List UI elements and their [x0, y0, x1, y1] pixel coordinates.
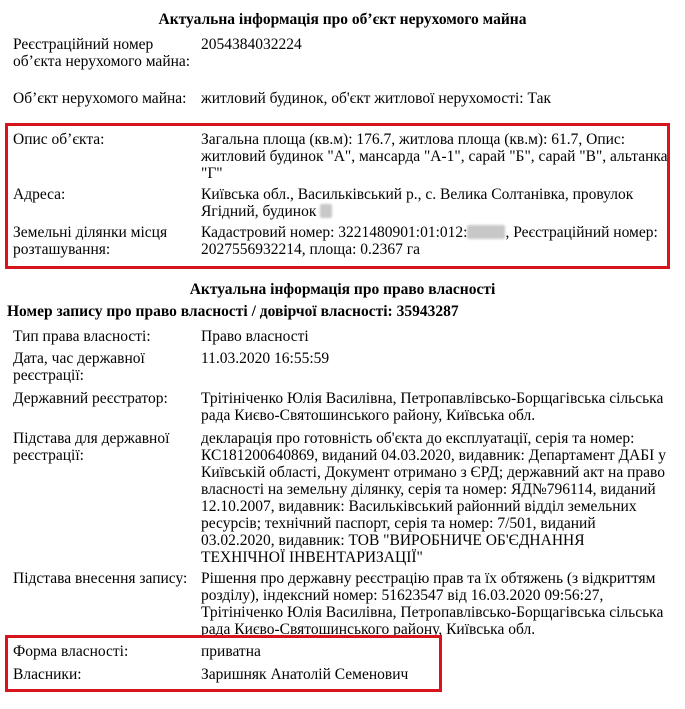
registration-date-value: 11.03.2020 16:55:59: [201, 350, 330, 367]
highlight-frame-object: [5, 123, 670, 269]
registration-date-label: Дата, час державної реєстрації:: [13, 350, 145, 384]
object-value: житловий будинок, об'єкт житлової нерухомості: Так: [201, 90, 551, 107]
ownership-type-value: Право власності: [201, 328, 309, 345]
owners-label: Власники:: [13, 666, 82, 683]
description-value: Загальна площа (кв.м): 176.7, житлова площа (кв.м): 61.7, Опис: житловий будинок "А", мансарда "А-1", сарай "Б", сарай "В", альтанка "Г": [201, 131, 668, 182]
land-label: Земельні ділянки місця розташування:: [13, 224, 168, 258]
owners-value: Заришняк Анатолій Семенович: [201, 666, 409, 683]
ownership-form-value: приватна: [201, 643, 261, 660]
ownership-section-title: Актуальна інформація про право власності: [189, 281, 496, 298]
ownership-type-label: Тип права власності:: [13, 328, 151, 345]
entry-basis-label: Підстава внесення запису:: [13, 570, 188, 587]
description-label: Опис об’єкта:: [13, 131, 105, 148]
address-label: Адреса:: [13, 186, 66, 203]
land-text-prefix: Кадастровий номер: 3221480901:01:012:: [201, 224, 468, 241]
registrar-label: Державний реєстратор:: [13, 390, 168, 407]
reg-number-label: Реєстраційний номер об’єкта нерухомого майна:: [13, 36, 191, 70]
record-number-title: Номер запису про право власності / довірчої власності: 35943287: [7, 303, 459, 320]
address-text: Київська обл., Васильківський р., с. Велика Солтанівка, провулок Ягідний, будинок: [201, 186, 634, 220]
ownership-form-label: Форма власності:: [13, 643, 129, 660]
reg-number-value: 2054384032224: [201, 36, 302, 53]
basis-value: декларація про готовність об'єкта до експлуатації, серія та номер: КС181200640869, виданий 04.03.2020, видавник: Департамент ДАБІ у Київській області, Документ отримано з ЄРД; державний акт на право власності на земельну ділянку, серія та номер: ЯД№796114, виданий 12.10.2007, видавник: Васильківський районний відділ земельних ресурсів; технічний паспорт, серія та номер: 7/501, виданий 03.02.2020, видавник: ТОВ "ВИРОБНИЧЕ ОБ'ЄДНАННЯ ТЕХНІЧНОЇ ІНВЕНТАРИЗАЦІЇ": [201, 430, 666, 566]
object-label: Об’єкт нерухомого майна:: [13, 90, 187, 107]
registrar-value: Трітініченко Юлія Василівна, Петропавлівсько-Борщагівська сільська рада Києво-Святошинського району, Київська обл.: [201, 390, 664, 424]
entry-basis-value: Рішення про державну реєстрацію прав та їх обтяжень (з відкриттям розділу), індексний номер: 51623547 від 16.03.2020 09:56:27, Трітініченко Юлія Василівна, Петропавлівсько-Борщагівська сільська рада Києво-Святошинського району, Київська обл.: [201, 570, 664, 638]
highlight-frame-owners: [5, 635, 442, 692]
basis-label: Підстава для державної реєстрації:: [13, 430, 170, 464]
land-text-suffix: , Реєстраційний номер: 2027556932214, площа: 0.2367 га: [201, 224, 658, 258]
object-section-title: Актуальна інформація про об’єкт нерухомого майна: [158, 11, 527, 28]
